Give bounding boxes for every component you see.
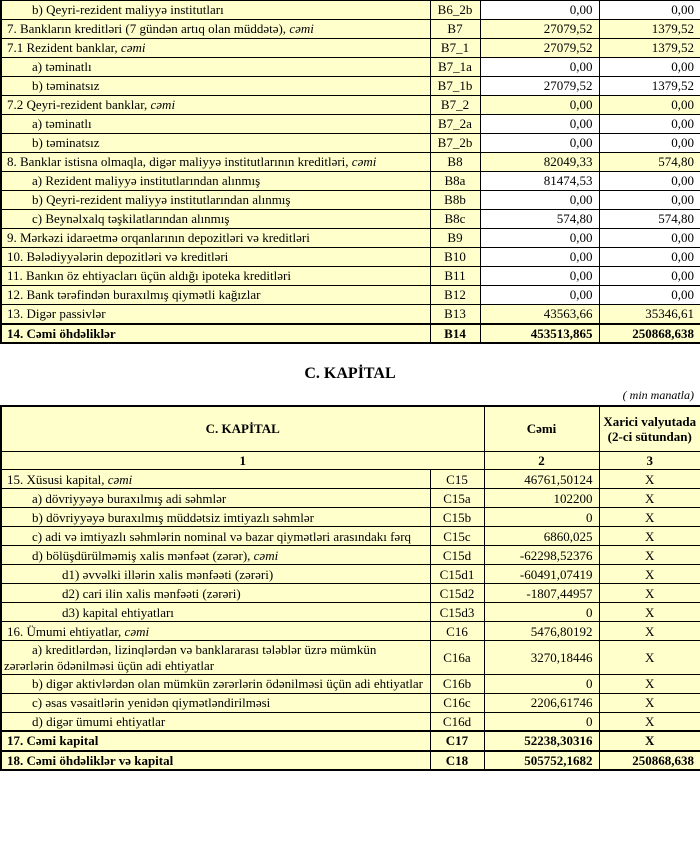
row-label: a) dövriyyəyə buraxılmış adi səhmlər (32, 490, 227, 506)
row-label: a) təminatlı (32, 116, 92, 132)
table-row (1, 96, 700, 115)
row-foreign-currency-cell: 0,00 (599, 248, 700, 267)
column-number-3: 3 (599, 452, 700, 470)
liabilities-table-body (1, 1, 700, 343)
row-total-cell: 43563,66 (480, 305, 599, 324)
row-total-cell: 102200 (484, 489, 599, 508)
row-label: b) dövriyyəyə buraxılmış müddətsiz imtiyazlı səhmlər (32, 509, 314, 525)
row-label: 8. Banklar istisna olmaqla, digər maliyyə institutlarının kreditləri, (7, 154, 352, 170)
row-code-cell: B14 (430, 324, 480, 343)
row-foreign-currency-cell: X (599, 622, 700, 641)
row-total-cell: 81474,53 (480, 172, 599, 191)
table-row (1, 546, 700, 565)
table-row (1, 712, 700, 731)
liabilities-table (0, 0, 700, 344)
row-label-italic: cəmi (107, 471, 133, 487)
row-label-cell (1, 641, 430, 675)
row-total-cell: 574,80 (480, 210, 599, 229)
row-label: 15. Xüsusi kapital, (7, 471, 108, 487)
row-code-cell: C16c (430, 693, 484, 712)
row-code-cell: B9 (430, 229, 480, 248)
row-label-cell (1, 565, 430, 584)
row-label: 12. Bank tərəfindən buraxılmış qiymətli kağızlar (7, 287, 261, 303)
table-row (1, 324, 700, 343)
row-code-cell: B11 (430, 267, 480, 286)
row-label-cell (1, 77, 430, 96)
table-row (1, 248, 700, 267)
row-label: c) adi və imtiyazlı səhmlərin nominal və bazar qiymətləri arasındakı fərq (32, 528, 412, 544)
row-code-cell: B7_2a (430, 115, 480, 134)
row-foreign-currency-cell: X (599, 584, 700, 603)
row-label-cell (1, 489, 430, 508)
row-label-cell (1, 286, 430, 305)
row-label-cell (1, 248, 430, 267)
row-total-cell: 0,00 (480, 134, 599, 153)
row-label-cell (1, 546, 430, 565)
row-foreign-currency-cell: 1379,52 (599, 39, 700, 58)
row-foreign-currency-cell: X (599, 712, 700, 731)
row-code-cell: C15a (430, 489, 484, 508)
row-label-cell (1, 305, 430, 324)
row-label: 18. Cəmi öhdəliklər və kapital (7, 752, 174, 768)
table-row (1, 305, 700, 324)
row-label-cell (1, 267, 430, 286)
row-label: c) Beynəlxalq təşkilatlarından alınmış (32, 211, 230, 227)
row-label-cell (1, 134, 430, 153)
row-label-cell (1, 229, 430, 248)
capital-table (0, 405, 700, 771)
row-foreign-currency-cell: X (599, 731, 700, 750)
row-foreign-currency-cell: 1379,52 (599, 20, 700, 39)
row-code-cell: C16a (430, 641, 484, 675)
row-label-cell (1, 39, 430, 58)
table-row (1, 693, 700, 712)
row-code-cell: B7_2b (430, 134, 480, 153)
table-row (1, 286, 700, 305)
row-code-cell: C15d (430, 546, 484, 565)
table-row (1, 1, 700, 20)
row-code-cell: C17 (430, 731, 484, 750)
row-code-cell: B8 (430, 153, 480, 172)
row-total-cell: 0,00 (480, 58, 599, 77)
table-row (1, 115, 700, 134)
row-code-cell: C16b (430, 674, 484, 693)
row-foreign-currency-cell: 35346,61 (599, 305, 700, 324)
table-row (1, 674, 700, 693)
table-row (1, 584, 700, 603)
section-title: C. KAPİTAL (304, 364, 396, 382)
table-row (1, 470, 700, 489)
row-total-cell: 46761,50124 (484, 470, 599, 489)
row-label-italic: cəmi (120, 40, 146, 56)
row-code-cell: B6_2b (430, 1, 480, 20)
row-label-cell (1, 731, 430, 750)
row-foreign-currency-cell: 250868,638 (599, 751, 700, 770)
row-total-cell: 52238,30316 (484, 731, 599, 750)
row-foreign-currency-cell: X (599, 508, 700, 527)
row-code-cell: C15b (430, 508, 484, 527)
row-foreign-currency-cell: 574,80 (599, 210, 700, 229)
row-total-cell: 6860,025 (484, 527, 599, 546)
table-row (1, 731, 700, 750)
header-name-cell: C. KAPİTAL (1, 406, 484, 452)
row-label: 7. Bankların kreditləri (7 gündən artıq olan müddətə), (7, 21, 290, 37)
table-row (1, 134, 700, 153)
row-foreign-currency-cell: 0,00 (599, 229, 700, 248)
header-foreign-cell: Xarici valyutada (2-ci sütundan) (599, 406, 700, 452)
row-foreign-currency-cell: X (599, 641, 700, 675)
table-row (1, 77, 700, 96)
row-label-italic: cəmi (124, 623, 150, 639)
row-label: b) təminatsız (32, 135, 100, 151)
row-label: 10. Bələdiyyələrin depozitləri və kreditləri (7, 249, 229, 265)
row-code-cell: C18 (430, 751, 484, 770)
row-code-cell: B7_1 (430, 39, 480, 58)
row-foreign-currency-cell: 0,00 (599, 134, 700, 153)
row-code-cell: B8c (430, 210, 480, 229)
row-label: b) Qeyri-rezident maliyyə institutları (32, 2, 224, 18)
row-label-italic: cəmi (253, 547, 279, 563)
row-label-italic: cəmi (289, 21, 314, 37)
row-label: b) Qeyri-rezident maliyyə institutlarından alınmış (32, 192, 291, 208)
unit-note: ( min manatla) (622, 387, 694, 402)
column-number-2: 2 (484, 452, 599, 470)
header-row (1, 406, 700, 452)
row-label: b) təminatsız (32, 78, 100, 94)
row-label-cell (1, 153, 430, 172)
table-row (1, 489, 700, 508)
row-label-cell (1, 508, 430, 527)
row-code-cell: B7_1a (430, 58, 480, 77)
row-code-cell: B7_1b (430, 77, 480, 96)
row-label: a) kreditlərdən, lizinqlərdən və banklararası tələblər üzrə mümkün zərərlərin ödənilməsi üçün adi ehtiyatlar (4, 642, 377, 673)
row-label: 13. Digər passivlər (7, 306, 106, 322)
row-label-cell (1, 58, 430, 77)
row-total-cell: 5476,80192 (484, 622, 599, 641)
row-code-cell: B7 (430, 20, 480, 39)
row-label-cell (1, 751, 430, 770)
row-label-cell (1, 1, 430, 20)
row-label-cell (1, 115, 430, 134)
table-row (1, 210, 700, 229)
row-label: a) təminatlı (32, 59, 92, 75)
row-label: a) Rezident maliyyə institutlarından alınmış (32, 173, 261, 189)
row-total-cell: 27079,52 (480, 39, 599, 58)
row-label: d1) əvvəlki illərin xalis mənfəəti (zərəri) (62, 566, 274, 582)
row-foreign-currency-cell: 0,00 (599, 96, 700, 115)
row-foreign-currency-cell: 0,00 (599, 267, 700, 286)
row-foreign-currency-cell: 0,00 (599, 115, 700, 134)
row-code-cell: C16d (430, 712, 484, 731)
header-total-cell: Cəmi (484, 406, 599, 452)
table-row (1, 39, 700, 58)
capital-table-body (1, 470, 700, 770)
row-total-cell: -62298,52376 (484, 546, 599, 565)
row-label: 9. Mərkəzi idarəetmə orqanlarının depozitləri və kreditləri (7, 230, 310, 246)
table-row (1, 603, 700, 622)
row-label-cell (1, 712, 430, 731)
row-total-cell: 0,00 (480, 267, 599, 286)
row-total-cell: 0,00 (480, 191, 599, 210)
row-total-cell: 0,00 (480, 1, 599, 20)
row-foreign-currency-cell: 0,00 (599, 172, 700, 191)
column-numbers-row (1, 452, 700, 470)
row-code-cell: B10 (430, 248, 480, 267)
row-foreign-currency-cell: 0,00 (599, 191, 700, 210)
row-label: 11. Bankın öz ehtiyacları üçün aldığı ipoteka kreditləri (7, 268, 291, 284)
row-foreign-currency-cell: 0,00 (599, 1, 700, 20)
row-label: d) digər ümumi ehtiyatlar (32, 714, 166, 730)
table-row (1, 153, 700, 172)
row-total-cell: 82049,33 (480, 153, 599, 172)
table-row (1, 565, 700, 584)
table-row (1, 622, 700, 641)
row-foreign-currency-cell: 1379,52 (599, 77, 700, 96)
row-label-cell (1, 603, 430, 622)
row-foreign-currency-cell: X (599, 489, 700, 508)
row-total-cell: 453513,865 (480, 324, 599, 343)
row-code-cell: C15 (430, 470, 484, 489)
row-total-cell: 0 (484, 603, 599, 622)
row-label: d3) kapital ehtiyatları (62, 604, 174, 620)
row-label: 17. Cəmi kapital (7, 733, 99, 749)
row-label-cell (1, 210, 430, 229)
row-total-cell: 0,00 (480, 115, 599, 134)
row-total-cell: -60491,07419 (484, 565, 599, 584)
row-label: b) digər aktivlərdən olan mümkün zərərlərin ödənilməsi üçün adi ehtiyatlar (32, 676, 423, 692)
row-foreign-currency-cell: 0,00 (599, 286, 700, 305)
table-row (1, 527, 700, 546)
row-label: d) bölüşdürülməmiş xalis mənfəət (zərər), (32, 547, 254, 563)
row-foreign-currency-cell: X (599, 693, 700, 712)
row-label: c) əsas vəsaitlərin yenidən qiymətləndirilməsi (32, 695, 271, 711)
row-total-cell: 0,00 (480, 229, 599, 248)
row-label-cell (1, 693, 430, 712)
row-foreign-currency-cell: X (599, 565, 700, 584)
row-label-cell (1, 172, 430, 191)
row-total-cell: 0 (484, 674, 599, 693)
row-label-italic: cəmi (150, 97, 176, 113)
row-label: d2) cari ilin xalis mənfəəti (zərəri) (62, 585, 241, 601)
row-label-cell (1, 470, 430, 489)
row-label: 14. Cəmi öhdəliklər (7, 325, 116, 341)
row-total-cell: 505752,1682 (484, 751, 599, 770)
row-code-cell: B13 (430, 305, 480, 324)
row-total-cell: 27079,52 (480, 77, 599, 96)
row-total-cell: 0,00 (480, 96, 599, 115)
capital-table-header (1, 406, 700, 470)
row-foreign-currency-cell: X (599, 527, 700, 546)
row-code-cell: C15d1 (430, 565, 484, 584)
row-label: 7.2 Qeyri-rezident banklar, (7, 97, 151, 113)
row-total-cell: -1807,44957 (484, 584, 599, 603)
row-foreign-currency-cell: 0,00 (599, 58, 700, 77)
row-code-cell: C15d3 (430, 603, 484, 622)
row-foreign-currency-cell: 574,80 (599, 153, 700, 172)
row-label: 16. Ümumi ehtiyatlar, (7, 623, 125, 639)
row-foreign-currency-cell: X (599, 470, 700, 489)
table-row (1, 20, 700, 39)
row-label-cell (1, 674, 430, 693)
row-code-cell: B7_2 (430, 96, 480, 115)
row-code-cell: C15c (430, 527, 484, 546)
row-total-cell: 0 (484, 508, 599, 527)
row-label-cell (1, 527, 430, 546)
row-label-cell (1, 191, 430, 210)
row-code-cell: C16 (430, 622, 484, 641)
table-row (1, 229, 700, 248)
row-foreign-currency-cell: X (599, 603, 700, 622)
table-row (1, 191, 700, 210)
row-foreign-currency-cell: X (599, 546, 700, 565)
row-total-cell: 0,00 (480, 286, 599, 305)
row-total-cell: 2206,61746 (484, 693, 599, 712)
row-foreign-currency-cell: 250868,638 (599, 324, 700, 343)
row-label-cell (1, 96, 430, 115)
row-label-cell (1, 584, 430, 603)
row-label: 7.1 Rezident banklar, (7, 40, 121, 56)
row-label-cell (1, 20, 430, 39)
row-code-cell: C15d2 (430, 584, 484, 603)
row-total-cell: 3270,18446 (484, 641, 599, 675)
table-row (1, 641, 700, 675)
row-foreign-currency-cell: X (599, 674, 700, 693)
table-row (1, 751, 700, 770)
row-label-cell (1, 622, 430, 641)
row-total-cell: 27079,52 (480, 20, 599, 39)
row-code-cell: B8b (430, 191, 480, 210)
table-row (1, 267, 700, 286)
row-code-cell: B8a (430, 172, 480, 191)
row-total-cell: 0,00 (480, 248, 599, 267)
table-row (1, 508, 700, 527)
table-row (1, 172, 700, 191)
row-total-cell: 0 (484, 712, 599, 731)
row-code-cell: B12 (430, 286, 480, 305)
column-number-1: 1 (1, 452, 484, 470)
row-label-cell (1, 324, 430, 343)
row-label-italic: cəmi (351, 154, 377, 170)
table-row (1, 58, 700, 77)
